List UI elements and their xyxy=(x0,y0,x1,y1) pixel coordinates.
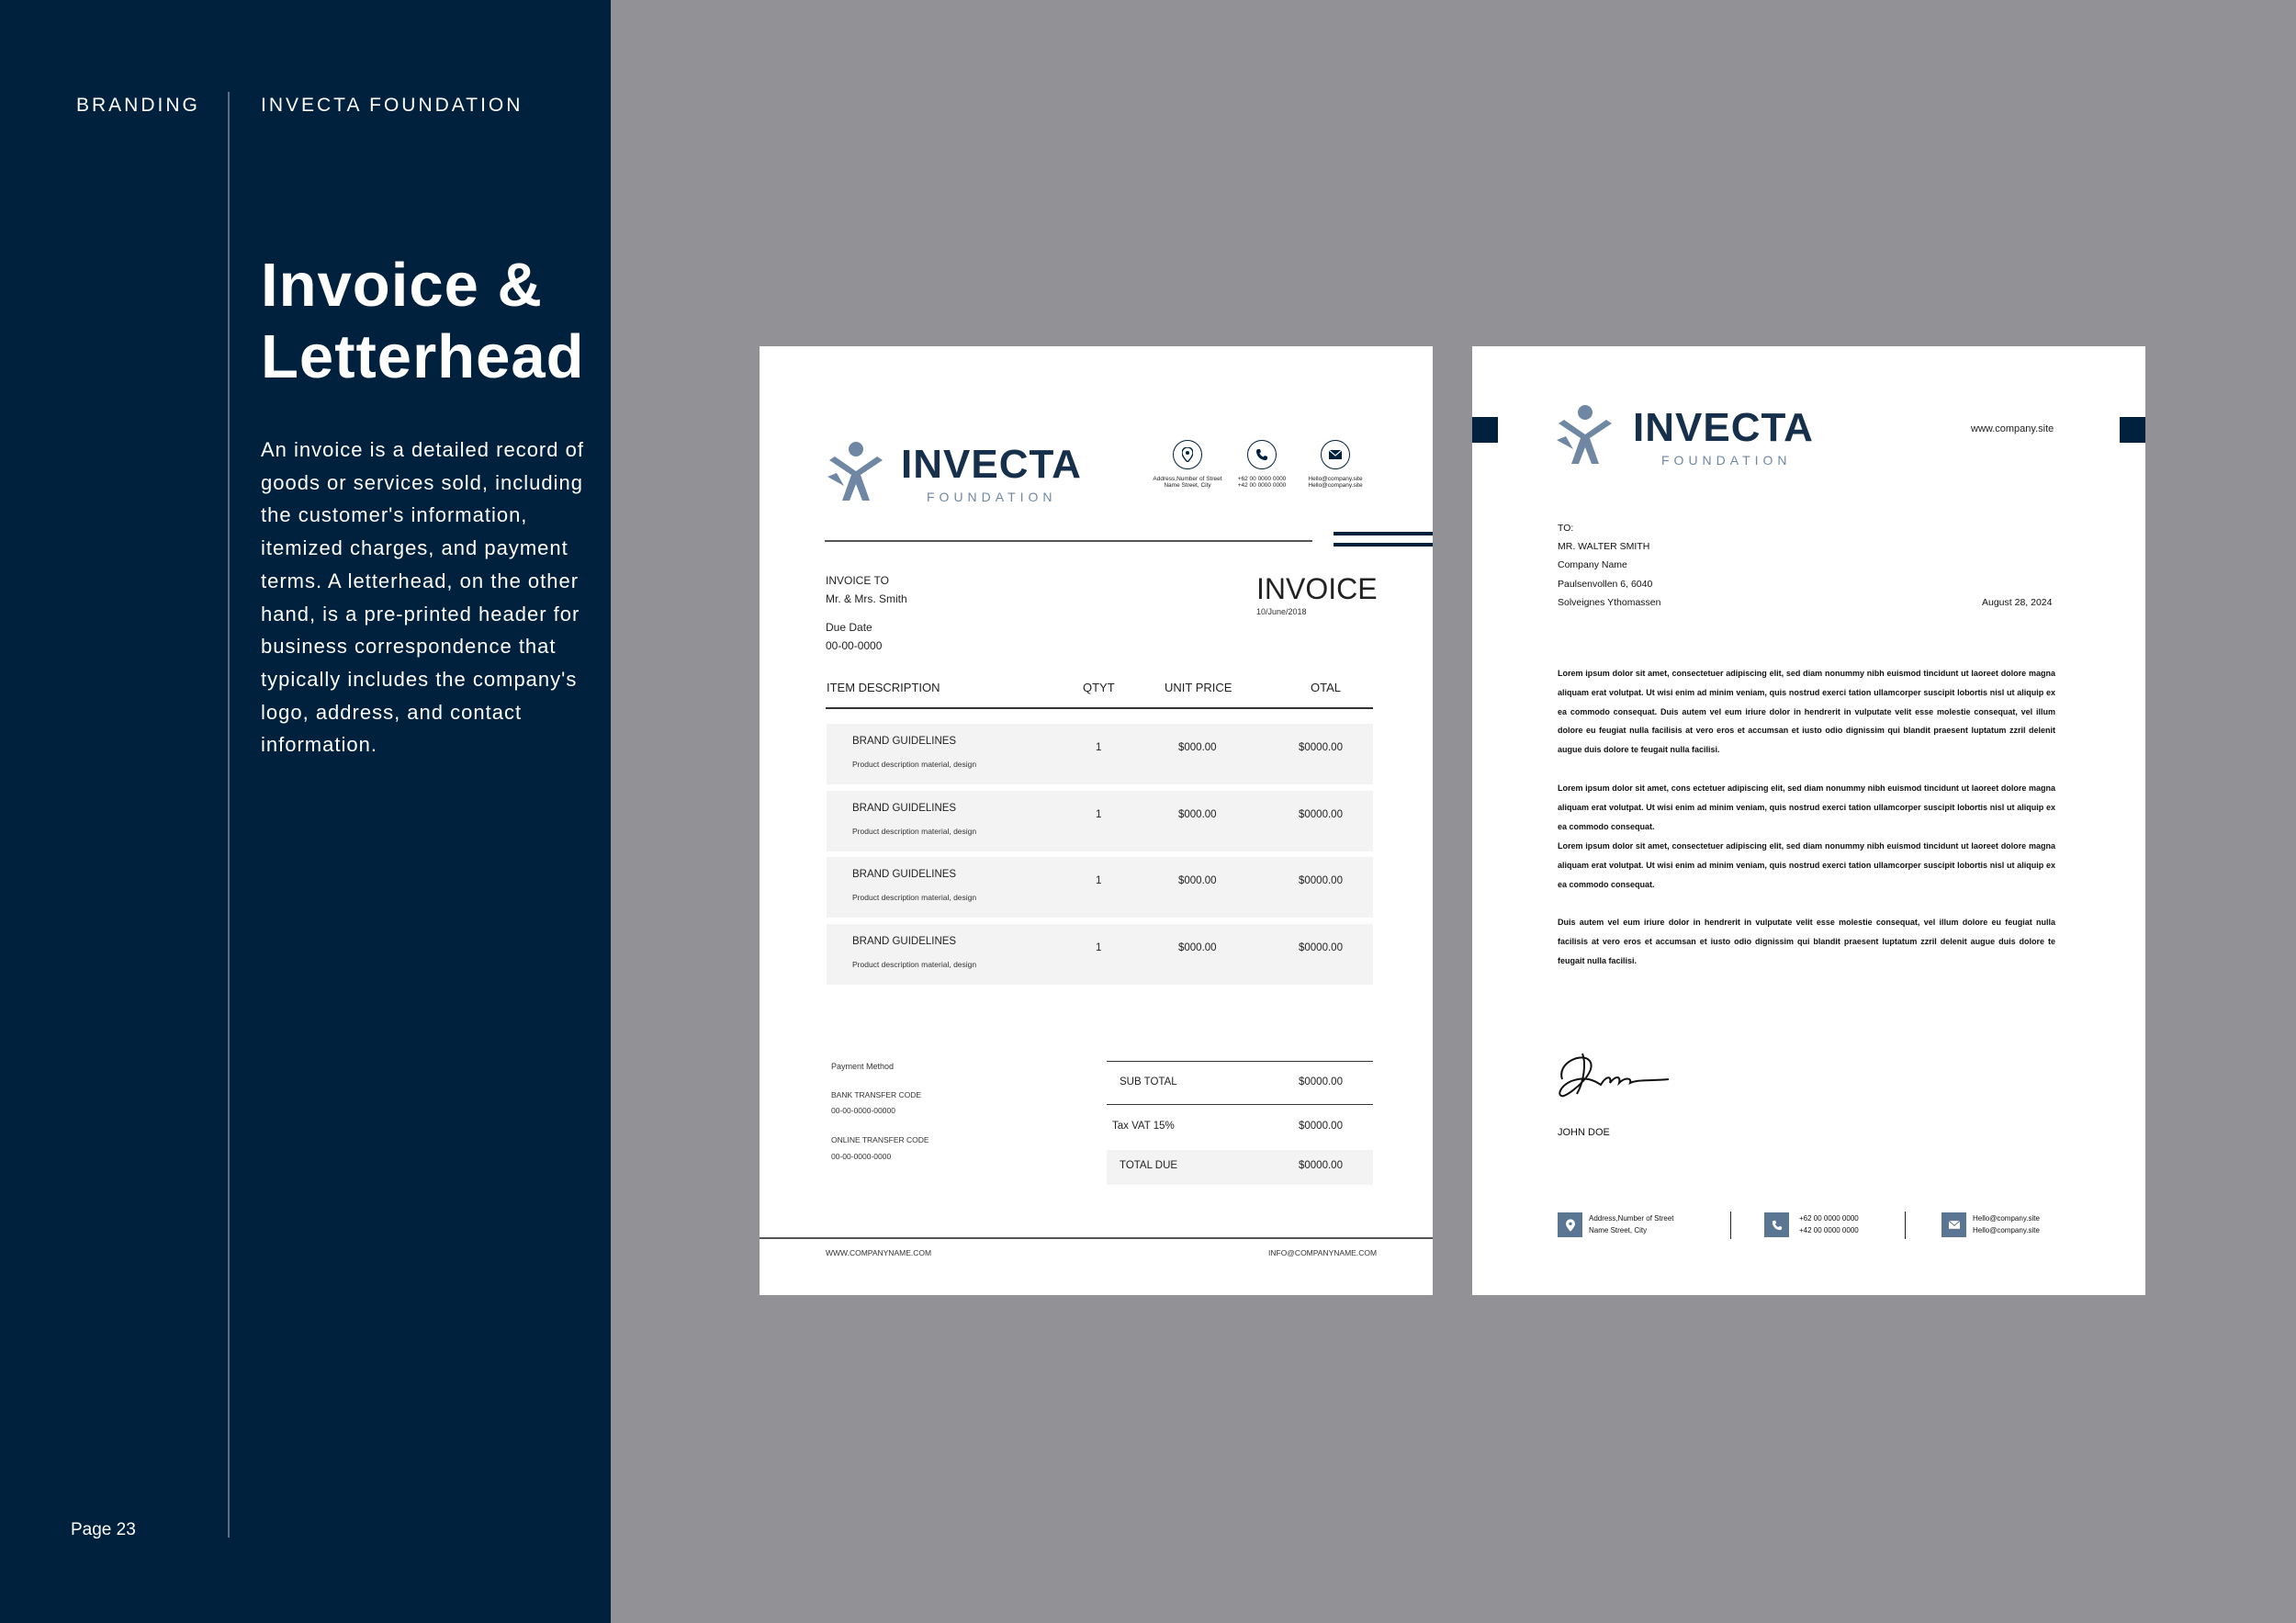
invoice-heading: INVOICE xyxy=(1256,572,1378,605)
footer-website: WWW.COMPANYNAME.COM xyxy=(826,1248,932,1257)
invoice-date: 10/June/2018 xyxy=(1256,607,1307,616)
invoice-accent-stripe-2 xyxy=(1334,543,1433,547)
page-title xyxy=(261,250,585,393)
tax-value: $0000.00 xyxy=(1299,1121,1343,1132)
table-header-rule xyxy=(826,707,1373,709)
subtotal-value: $0000.00 xyxy=(1299,1076,1343,1088)
letter-contact-mail-line2: Hello@company.site xyxy=(1973,1226,2040,1234)
page-number: Page 23 xyxy=(71,1520,136,1539)
recipient-company: Company Name xyxy=(1558,559,1627,570)
letterhead-accent-left xyxy=(1472,417,1498,443)
tax-label: Tax VAT 15% xyxy=(1112,1121,1175,1132)
payment-method-label: Payment Method xyxy=(831,1062,895,1071)
project-label: INVECTA FOUNDATION xyxy=(261,95,523,116)
invoice-contact-phone: +62 00 0000 0000 +42 00 0000 0000 xyxy=(1233,440,1290,489)
recipient-street: Paulsenvollen 6, 6040 xyxy=(1558,579,1653,590)
section-label: BRANDING xyxy=(76,95,200,116)
invoice-contact-address: Address,Number of Street Name Street, City xyxy=(1153,440,1222,489)
letter-contact-address-line1: Address,Number of Street xyxy=(1589,1214,1674,1223)
letterhead-logo-sub: FOUNDATION xyxy=(1661,453,1792,468)
sidebar-divider xyxy=(228,92,230,1538)
signer-name: JOHN DOE xyxy=(1558,1127,1610,1138)
invoice-sheet xyxy=(760,346,1433,1295)
letter-paragraph-3: Lorem ipsum dolor sit amet, consectetuer adipiscing elit, sed diam nonummy nibh euismod tincidunt ut laoreet dolore magna aliquam erat volutpat. Ut wisi enim ad minim veniam, quis nostrud exerci tation ullamcorper suscipit lobortis nisl ut aliquip ex ea commodo consequat. xyxy=(1558,841,2055,889)
table-row: BRAND GUIDELINES Product description material, design 1 $000.00 $0000.00 xyxy=(827,857,1373,918)
invecta-logo-mark-icon xyxy=(1553,403,1617,469)
bank-transfer-label: BANK TRANSFER CODE xyxy=(831,1090,922,1099)
footer-divider xyxy=(1905,1212,1906,1239)
mail-icon xyxy=(1941,1212,1966,1237)
due-date-label: Due Date xyxy=(826,621,872,634)
table-row: BRAND GUIDELINES Product description material, design 1 $000.00 $0000.00 xyxy=(827,791,1373,851)
letter-contact-phone-line1: +62 00 0000 0000 xyxy=(1799,1214,1859,1223)
bank-transfer-code: 00-00-0000-00000 xyxy=(831,1106,895,1115)
due-date-value: 00-00-0000 xyxy=(826,639,883,652)
recipient-city: Solveignes Ythomassen xyxy=(1558,597,1661,608)
letter-paragraph-1: Lorem ipsum dolor sit amet, consectetuer adipiscing elit, sed diam nonummy nibh euismod tincidunt ut laoreet dolore magna aliquam erat volutpat. Ut wisi enim ad minim veniam, quis nostrud exerci tation ullamcorper suscipit lobortis nisl ut aliquip ex ea commodo consequat. Duis autem vel eum iriure dolor in hendrerit in vulputate velit esse molestie consequat, vel illum dolore eu feugiat nulla facilisis at vero eros et accumsan et iusto odio dignissim qui blandit praesent luptatum zzril delenit augue duis dolore te feugait nulla facilisi. xyxy=(1558,669,2055,755)
invoice-contact-mail: Hello@company.site Hello@company.site xyxy=(1305,440,1366,489)
invoice-contacts xyxy=(1153,440,1364,504)
letter-contact-address-line2: Name Street, City xyxy=(1589,1226,1648,1234)
letter-paragraph-4: Duis autem vel eum iriure dolor in hendrerit in vulputate velit esse molestie consequat, vel illum dolore eu feugiat nulla facilisis at vero eros et accumsan et iusto odio dignissim qui blandit praesent luptatum zzril delenit augue duis dolore te feugait nulla facilisi. xyxy=(1558,918,2055,965)
table-row: BRAND GUIDELINES Product description material, design 1 $000.00 $0000.00 xyxy=(827,924,1373,985)
recipient-name: MR. WALTER SMITH xyxy=(1558,541,1650,552)
letter-date: August 28, 2024 xyxy=(1982,597,2053,608)
subtotal-label: SUB TOTAL xyxy=(1120,1076,1177,1088)
invoice-to-label: INVOICE TO xyxy=(826,574,889,587)
totals-top-rule xyxy=(1107,1061,1373,1062)
letterhead-logo-word: INVECTA xyxy=(1633,405,1814,450)
mail-icon xyxy=(1321,440,1350,469)
location-pin-icon xyxy=(1558,1212,1582,1237)
letter-contact-mail-line1: Hello@company.site xyxy=(1973,1214,2040,1223)
column-unit-price: UNIT PRICE xyxy=(1165,681,1232,694)
invoice-header-rule xyxy=(825,540,1312,542)
invoice-accent-stripe-1 xyxy=(1334,532,1433,535)
table-row: BRAND GUIDELINES Product description material, design 1 $000.00 $0000.00 xyxy=(827,724,1373,784)
letterhead-accent-right xyxy=(2120,417,2145,443)
letterhead-website: www.company.site xyxy=(1971,423,2054,434)
online-transfer-label: ONLINE TRANSFER CODE xyxy=(831,1135,929,1144)
to-label: TO: xyxy=(1558,523,1574,534)
signature-graphic xyxy=(1555,1044,1674,1104)
online-transfer-code: 00-00-0000-0000 xyxy=(831,1152,892,1161)
sidebar-panel xyxy=(0,0,611,1623)
footer-divider xyxy=(1730,1212,1731,1239)
column-total: OTAL xyxy=(1311,681,1341,694)
invoice-to-name: Mr. & Mrs. Smith xyxy=(826,592,907,605)
invecta-logo-mark-icon xyxy=(824,440,888,506)
invoice-logo-sub: FOUNDATION xyxy=(927,490,1057,504)
letter-paragraph-2: Lorem ipsum dolor sit amet, cons ectetuer adipiscing elit, sed diam nonummy nibh euismod tincidunt ut laoreet dolore magna aliquam erat volutpat. Ut wisi enim ad minim veniam, quis nostrud exerci tation ullamcorper suscipit lobortis nisl ut aliquip ex ea commodo consequat. xyxy=(1558,783,2055,831)
letterhead-sheet xyxy=(1472,346,2145,1295)
column-qty: QTYT xyxy=(1083,681,1115,694)
letter-contact-phone-line2: +42 00 0000 0000 xyxy=(1799,1226,1859,1234)
column-item-description: ITEM DESCRIPTION xyxy=(827,681,940,694)
total-due-value: $0000.00 xyxy=(1299,1160,1343,1171)
footer-email: INFO@COMPANYNAME.COM xyxy=(1268,1248,1378,1257)
page-title-line1: Invoice & xyxy=(261,251,543,320)
page-description: An invoice is a detailed record of goods or services sold, including the customer's information, itemized charges, and payment terms. A letterhead, on the other hand, is a pre-printed header for business correspondence that typically includes the company's logo, address, and contact information. xyxy=(261,438,584,757)
invoice-logo xyxy=(824,440,888,511)
letterhead-logo xyxy=(1553,403,1617,474)
invoice-footer-rule xyxy=(760,1237,1433,1239)
phone-icon xyxy=(1247,440,1277,469)
location-pin-icon xyxy=(1173,440,1202,469)
phone-icon xyxy=(1764,1212,1789,1237)
total-due-label: TOTAL DUE xyxy=(1120,1160,1178,1171)
invoice-logo-word: INVECTA xyxy=(901,442,1082,487)
totals-mid-rule xyxy=(1107,1104,1373,1105)
page-title-line2: Letterhead xyxy=(261,322,585,391)
total-due-row xyxy=(1107,1150,1373,1185)
